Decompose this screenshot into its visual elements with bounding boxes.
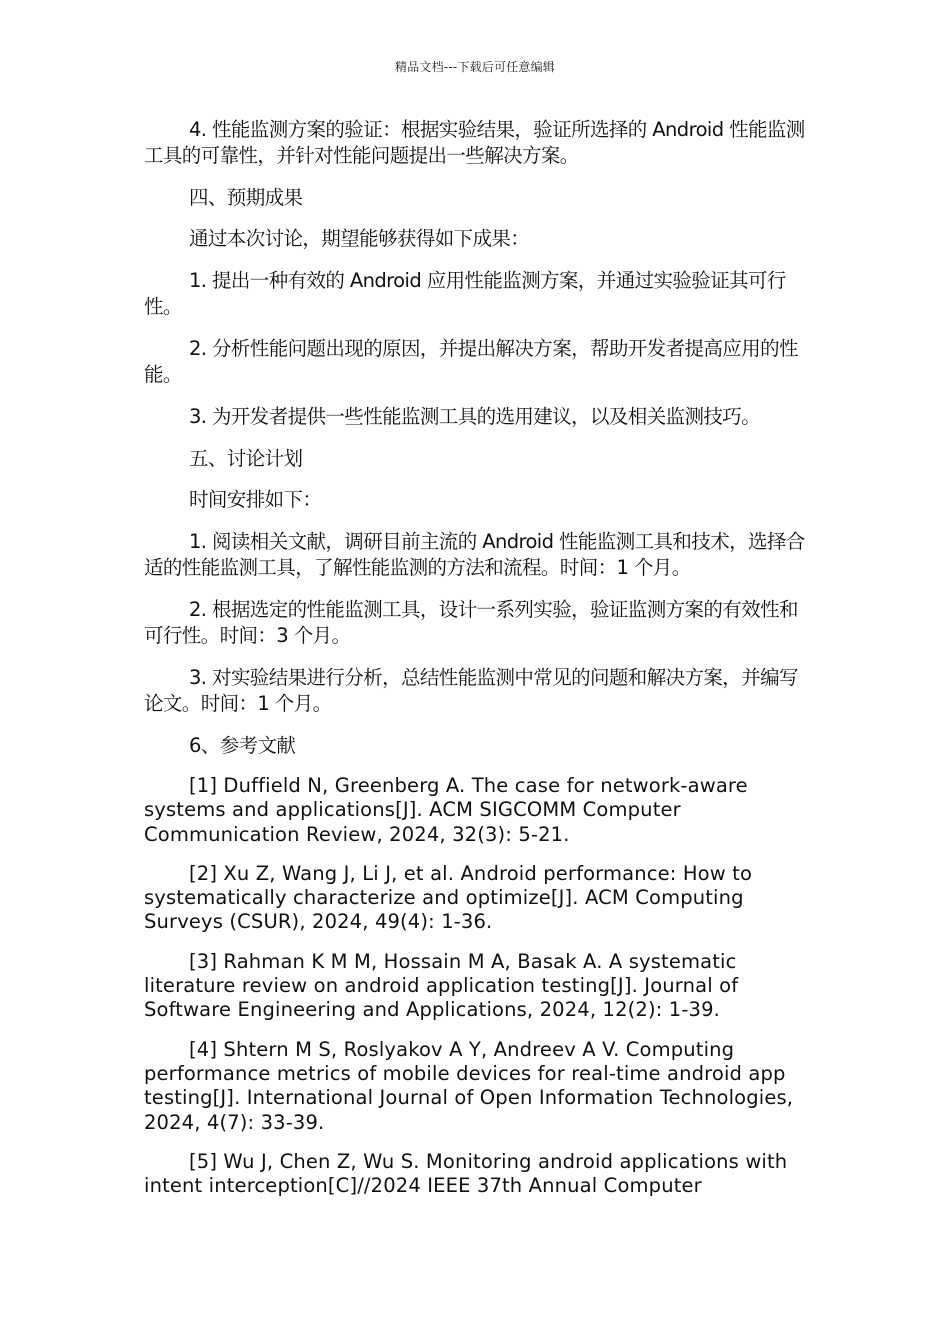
reference-5: [5] Wu J, Chen Z, Wu S. Monitoring android applications with intent interception[C]//2024 IEEE 37th Annual Computer [144, 1149, 788, 1198]
reference-1: [1] Duffield N, Greenberg A. The case for network-aware systems and applications[J]. ACM SIGCOMM Computer Communication Review, 2024, 32(3): 5-21. [144, 774, 748, 846]
document-body [144, 117, 812, 1213]
section-heading-expected-results: 四、预期成果 [189, 186, 303, 209]
reference-2: [2] Xu Z, Wang J, Li J, et al. Android performance: How to systematically characterize and optimize[J]. ACM Computing Surveys (CSUR), 2024, 49(4): 1-36. [144, 861, 753, 934]
paragraph-schedule-intro: 时间安排如下： [189, 488, 322, 511]
paragraph-results-intro: 通过本次讨论，期望能够获得如下成果： [189, 227, 530, 250]
section-heading-plan: 五、讨论计划 [189, 447, 303, 470]
reference-4: [4] Shtern M S, Roslyakov A Y, Andreev A V. Computing performance metrics of mobile devices for real-time android app testing[J]. International Journal of Open Information Technologies, 2024, 4(7): 33-39. [144, 1037, 794, 1134]
paragraph-validation: 4. 性能监测方案的验证：根据实验结果，验证所选择的 Android 性能监测工具的可靠性，并针对性能问题提出一些解决方案。 [144, 118, 805, 167]
page-header: 精品文档---下载后可任意编辑 [395, 60, 555, 74]
result-item-1: 1. 提出一种有效的 Android 应用性能监测方案，并通过实验验证其可行性。 [144, 269, 786, 318]
result-item-3: 3. 为开发者提供一些性能监测工具的选用建议，以及相关监测技巧。 [189, 405, 761, 428]
result-item-2: 2. 分析性能问题出现的原因，并提出解决方案，帮助开发者提高应用的性能。 [144, 337, 798, 386]
plan-item-1: 1. 阅读相关文献，调研目前主流的 Android 性能监测工具和技术，选择合适的性能监测工具，了解性能监测的方法和流程。时间：1 个月。 [144, 530, 805, 579]
section-heading-references: 6、参考文献 [189, 734, 296, 757]
plan-item-3: 3. 对实验结果进行分析，总结性能监测中常见的问题和解决方案，并编写论文。时间：1 个月。 [144, 666, 798, 715]
plan-item-2: 2. 根据选定的性能监测工具，设计一系列实验，验证监测方案的有效性和可行性。时间：3 个月。 [144, 598, 798, 647]
reference-3: [3] Rahman K M M, Hossain M A, Basak A. A systematic literature review on android application testing[J]. Journal of Software Engineering and Applications, 2024, 12(2): 1-39. [144, 949, 739, 1022]
